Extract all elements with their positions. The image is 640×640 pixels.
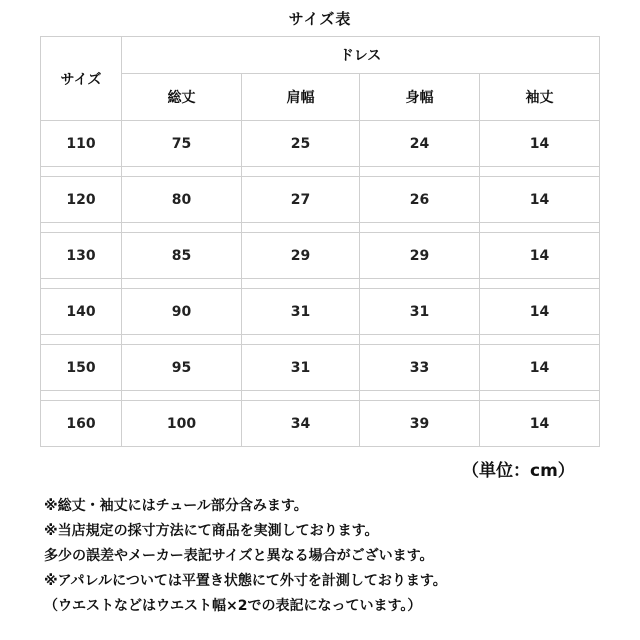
table-row (41, 345, 600, 391)
table-row (41, 233, 600, 279)
value-cell: 14 (480, 401, 600, 447)
note-line: （ウエストなどはウエスト幅×2での表記になっています。） (44, 598, 422, 614)
table-row (41, 401, 600, 447)
column-header-shoulder-width: 肩幅 (242, 74, 360, 121)
table-row (41, 177, 600, 223)
size-cell: 110 (41, 121, 122, 167)
value-cell: 31 (242, 289, 360, 335)
size-cell: 140 (41, 289, 122, 335)
value-cell: 26 (360, 177, 480, 223)
value-cell: 14 (480, 289, 600, 335)
notes-block (44, 494, 624, 619)
unit-label: （単位：cm） (462, 461, 575, 481)
value-cell: 25 (242, 121, 360, 167)
column-header-body-width: 身幅 (360, 74, 480, 121)
value-cell: 100 (122, 401, 242, 447)
row-spacer (41, 391, 600, 401)
table-row (41, 121, 600, 167)
value-cell: 75 (122, 121, 242, 167)
value-cell: 39 (360, 401, 480, 447)
value-cell: 80 (122, 177, 242, 223)
value-cell: 85 (122, 233, 242, 279)
size-cell: 130 (41, 233, 122, 279)
row-spacer (41, 167, 600, 177)
row-spacer (41, 223, 600, 233)
column-header-sleeve-length: 袖丈 (480, 74, 600, 121)
value-cell: 29 (360, 233, 480, 279)
value-cell: 24 (360, 121, 480, 167)
value-cell: 14 (480, 233, 600, 279)
table-row (41, 289, 600, 335)
row-spacer (41, 335, 600, 345)
size-cell: 120 (41, 177, 122, 223)
note-line: ※総丈・袖丈にはチュール部分含みます。 (44, 498, 308, 514)
value-cell: 14 (480, 121, 600, 167)
value-cell: 33 (360, 345, 480, 391)
value-cell: 31 (242, 345, 360, 391)
value-cell: 14 (480, 177, 600, 223)
note-line: ※アパレルについては平置き状態にて外寸を計測しております。 (44, 573, 447, 589)
note-line: ※当店規定の採寸方法にて商品を実測しております。 (44, 523, 379, 539)
value-cell: 95 (122, 345, 242, 391)
row-spacer (41, 279, 600, 289)
value-cell: 27 (242, 177, 360, 223)
dress-group-header: ドレス (122, 37, 600, 74)
value-cell: 14 (480, 345, 600, 391)
size-column-header: サイズ (41, 37, 122, 121)
size-cell: 150 (41, 345, 122, 391)
value-cell: 34 (242, 401, 360, 447)
page-title: サイズ表 (288, 10, 352, 28)
size-table (40, 36, 600, 447)
column-header-total-length: 総丈 (122, 74, 242, 121)
note-line: 多少の誤差やメーカー表記サイズと異なる場合がございます。 (44, 548, 434, 564)
size-cell: 160 (41, 401, 122, 447)
value-cell: 31 (360, 289, 480, 335)
value-cell: 90 (122, 289, 242, 335)
value-cell: 29 (242, 233, 360, 279)
